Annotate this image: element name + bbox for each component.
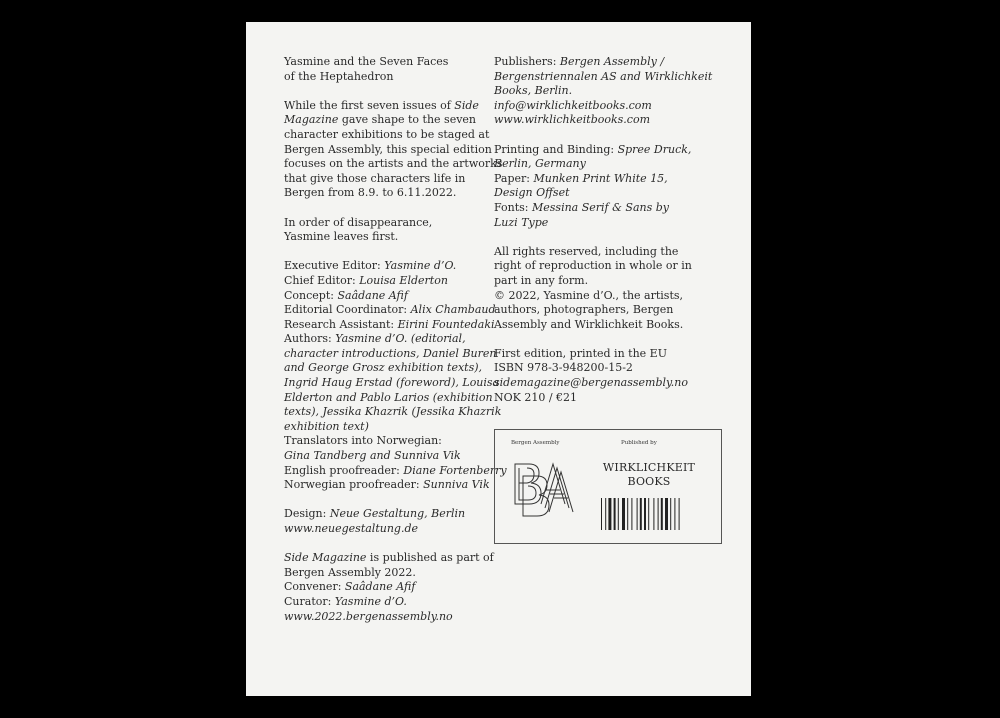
wirklichkeit-books-logo: WIRKLICHKEIT BOOKS xyxy=(602,461,696,488)
design-credit xyxy=(284,507,499,536)
credit-line: and George Grosz exhibition texts), xyxy=(284,361,483,375)
credits-list xyxy=(284,259,507,493)
title-line: of the Heptahedron xyxy=(284,69,394,83)
credit-line: Executive Editor: Yasmine d’O. xyxy=(284,259,457,273)
credit-line: exhibition text) xyxy=(284,419,369,433)
credit-line: Authors: Yasmine d’O. (editorial, xyxy=(284,332,466,346)
credit-line: Gina Tandberg and Sunniva Vik xyxy=(284,449,461,463)
bergen-assembly-logo-icon xyxy=(511,456,577,522)
credit-line: Research Assistant: Eirini Fountedaki xyxy=(284,317,495,331)
printing-block xyxy=(494,143,709,231)
credit-line: texts), Jessika Khazrik (Jessika Khazrik xyxy=(284,405,502,419)
credit-line: Elderton and Pablo Larios (exhibition xyxy=(284,390,493,404)
edition-line: sidemagazine@bergenassembly.no xyxy=(494,376,688,390)
published-note: Side Magazine is published as part of Bergen Assembly 2022. Convener: Saâdane Afif Curator: Yasmine d’O. www.2022.bergenassembly.no xyxy=(284,551,494,623)
publishers-block xyxy=(494,55,713,128)
right-column xyxy=(494,55,713,405)
credit-line: Ingrid Haug Erstad (foreword), Louisa xyxy=(284,376,500,390)
publisher-line: www.wirklichkeitbooks.com xyxy=(494,113,650,127)
published-by-label: Published by xyxy=(621,440,657,446)
credit-line: Editorial Coordinator: Alix Chambaud xyxy=(284,303,496,317)
printing-line: Luzi Type xyxy=(494,215,549,229)
printing-line: Design Offset xyxy=(494,186,570,200)
isbn-barcode xyxy=(601,498,693,530)
rights-block: All rights reserved, including the right of reproduction in whole or in part in any form. © 2022, Yasmine d’O., the artists, authors, photographers, Bergen Assembly and Wirklichkeit Books. xyxy=(494,244,692,331)
printing-line: Printing and Binding: Spree Druck, xyxy=(494,142,692,156)
publisher-logo-box xyxy=(494,429,722,544)
printing-line: Paper: Munken Print White 15, xyxy=(494,171,668,185)
credit-line: English proofreader: Diane Fortenberry xyxy=(284,463,507,477)
edition-line: ISBN 978-3-948200-15-2 xyxy=(494,361,633,375)
intro-paragraph: While the first seven issues of Side Magazine gave shape to the seven character exhibitions to be staged at Bergen Assembly, this special edition focuses on the artists and the artworks that give those characters life in Bergen from 8.9. to 6.11.2022. xyxy=(284,98,503,200)
design-line: Design: Neue Gestaltung, Berlin xyxy=(284,507,466,521)
printing-line: Berlin, Germany xyxy=(494,157,586,171)
credit-line: Concept: Saâdane Afif xyxy=(284,288,408,302)
credit-line: Chief Editor: Louisa Elderton xyxy=(284,273,448,287)
publisher-line: Books, Berlin. xyxy=(494,84,573,98)
left-column xyxy=(284,55,507,624)
credit-line: Norwegian proofreader: Sunniva Vik xyxy=(284,478,490,492)
publisher-line: Publishers: Bergen Assembly / xyxy=(494,55,665,68)
design-line: www.neuegestaltung.de xyxy=(284,522,418,535)
edition-line: First edition, printed in the EU xyxy=(494,346,667,360)
edition-block xyxy=(494,347,709,405)
printing-line: Fonts: Messina Serif & Sans by xyxy=(494,200,669,214)
disappearance-note: In order of disappearance, Yasmine leaves first. xyxy=(284,215,433,244)
back-cover-page xyxy=(246,22,751,696)
bergen-assembly-label: Bergen Assembly xyxy=(511,440,560,446)
credit-line: character introductions, Daniel Buren xyxy=(284,346,497,360)
title-block xyxy=(284,55,499,84)
credit-line: Translators into Norwegian: xyxy=(284,434,442,448)
title-line: Yasmine and the Seven Faces xyxy=(284,55,449,68)
publisher-line: Bergenstriennalen AS and Wirklichkeit xyxy=(494,69,713,83)
edition-line: NOK 210 / €21 xyxy=(494,390,578,404)
publisher-line: info@wirklichkeitbooks.com xyxy=(494,98,652,112)
